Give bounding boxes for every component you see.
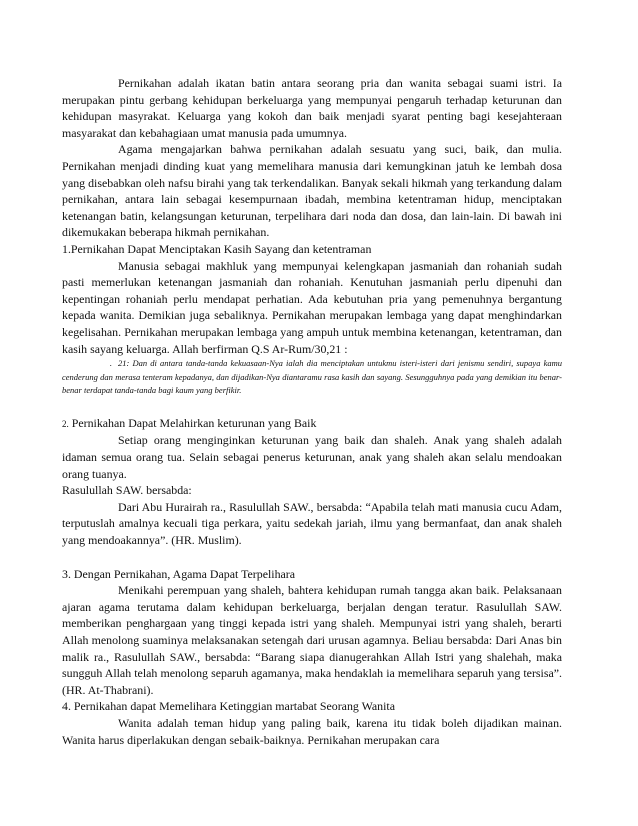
paragraph-martabat-wanita: Wanita adalah teman hidup yang paling baik, karena itu tidak boleh dijadikan mainan. Wanita harus diperlakukan dengan sebaik-baiknya. Pernikahan merupakan cara (62, 715, 562, 747)
quote-text: 21: Dan di antara tanda-tanda kekuasaan-Nya ialah dia menciptakan untukmu isteri-isteri dari jenismu sendiri, supaya kamu cenderung dan merasa tenteram kepadanya, dan dijadikan-Nya diantaramu rasa kasih dan sayang. Sesungguhnya pada yang demikian itu benar-benar terdapat tanda-tanda bagi kaum yang berfikir. (62, 358, 562, 396)
heading-1: 1.Pernikahan Dapat Menciptakan Kasih Sayang dan ketentraman (62, 241, 372, 256)
spacer (62, 549, 562, 566)
document-body (62, 75, 562, 748)
paragraph-sabda: Rasulullah SAW. bersabda: (62, 483, 192, 498)
spacer (62, 398, 562, 415)
heading-2-text: Pernikahan Dapat Melahirkan keturunan yang Baik (71, 415, 317, 430)
paragraph-intro: Pernikahan adalah ikatan batin antara seorang pria dan wanita sebagai suami istri. Ia merupakan pintu gerbang kehidupan berkeluarga yang mempunyai pengaruh terhadap keturunan dan kehidupan masyrakat. Keluarga yang kokoh dan baik menjadi syarat penting bagi kesejahteraan masyarakat dan kebahagiaan umat manusia pada umumnya. (62, 76, 562, 140)
paragraph-agama-terpelihara: Menikahi perempuan yang shaleh, bahtera kehidupan rumah tangga akan baik. Pelaksanaan ajaran agama terutama dalam kehidupan berkeluarga, berjalan dengan teratur. Rasulullah SAW. memberikan penghargaan yang tinggi kepada istri yang shaleh. Mempunyai istri yang shaleh, berarti Allah menolong suaminya melaksanakan setengah dari urusan agamnya. Beliau bersabda: Dari Anas bin malik ra., Rasulullah SAW., bersabda: “Barang siapa dianugerahkan Allah Istri yang shalehah, maka sungguh Allah telah menolong separuh agamanya, maka hendaklah ia memelihara separuh yang tersisa”.(HR. At-Thabrani). (62, 583, 562, 697)
quran-quote (62, 357, 562, 398)
paragraph-agama: Agama mengajarkan bahwa pernikahan adalah sesuatu yang suci, baik, dan mulia. Pernikahan menjadi dinding kuat yang memelihara manusia dari kemungkinan jatuh ke lembah dosa yang disebabkan oleh nafsu birahi yang tak terkendalikan. Banyak sekali hikmah yang terkandung dalam pernikahan, antara lain sebagai kesempurnaan ibadah, membina ketentraman hidup, menciptakan ketenangan batin, kelangsungan keturunan, terpelihara dari noda dan dosa, dan lain-lain. Di bawah ini dikemukakan beberapa hikmah pernikahan. (62, 142, 562, 240)
heading-2 (62, 415, 562, 433)
heading-2-number: 2. (62, 418, 69, 429)
paragraph-keturunan: Setiap orang menginginkan keturunan yang baik dan shaleh. Anak yang shaleh adalah idaman semua orang tua. Selain sebagai penerus keturunan, anak yang shaleh akan selalu mendoakan orang tuanya. (62, 433, 562, 481)
quote-lead: . (109, 358, 112, 369)
paragraph-kasih-sayang: Manusia sebagai makhluk yang mempunyai kelengkapan jasmaniah dan rohaniah sudah pasti memerlukan ketenangan jasmaniah dan rohaniah. Kenutuhan jasmaniah perlu dipenuhi dan kepentingan rohaniah perlu mendapat perhatian. Ada kebutuhan pria yang pemenuhnya bergantung kepada wanita. Demikian juga sebaliknya. Pernikahan merupakan lembaga yang dapat menghindarkan kegelisahan. Pernikahan merupakan lembaga yang ampuh untuk membina ketenangan, ketentraman, dan kasih sayang keluarga. Allah berfirman Q.S Ar-Rum/30,21 : (62, 258, 562, 356)
paragraph-hadith-abu-hurairah: Dari Abu Hurairah ra., Rasulullah SAW., bersabda: “Apabila telah mati manusia cucu Adam, terputuslah amalnya kecuali tiga perkara, yaitu sedekah jariah, ilmu yang bermanfaat, dan anak shaleh yang mendoakannya”. (HR. Muslim). (62, 499, 562, 548)
heading-3: 3. Dengan Pernikahan, Agama Dapat Terpelihara (62, 566, 296, 581)
heading-4: 4. Pernikahan dapat Memelihara Ketinggian martabat Seorang Wanita (62, 699, 395, 714)
